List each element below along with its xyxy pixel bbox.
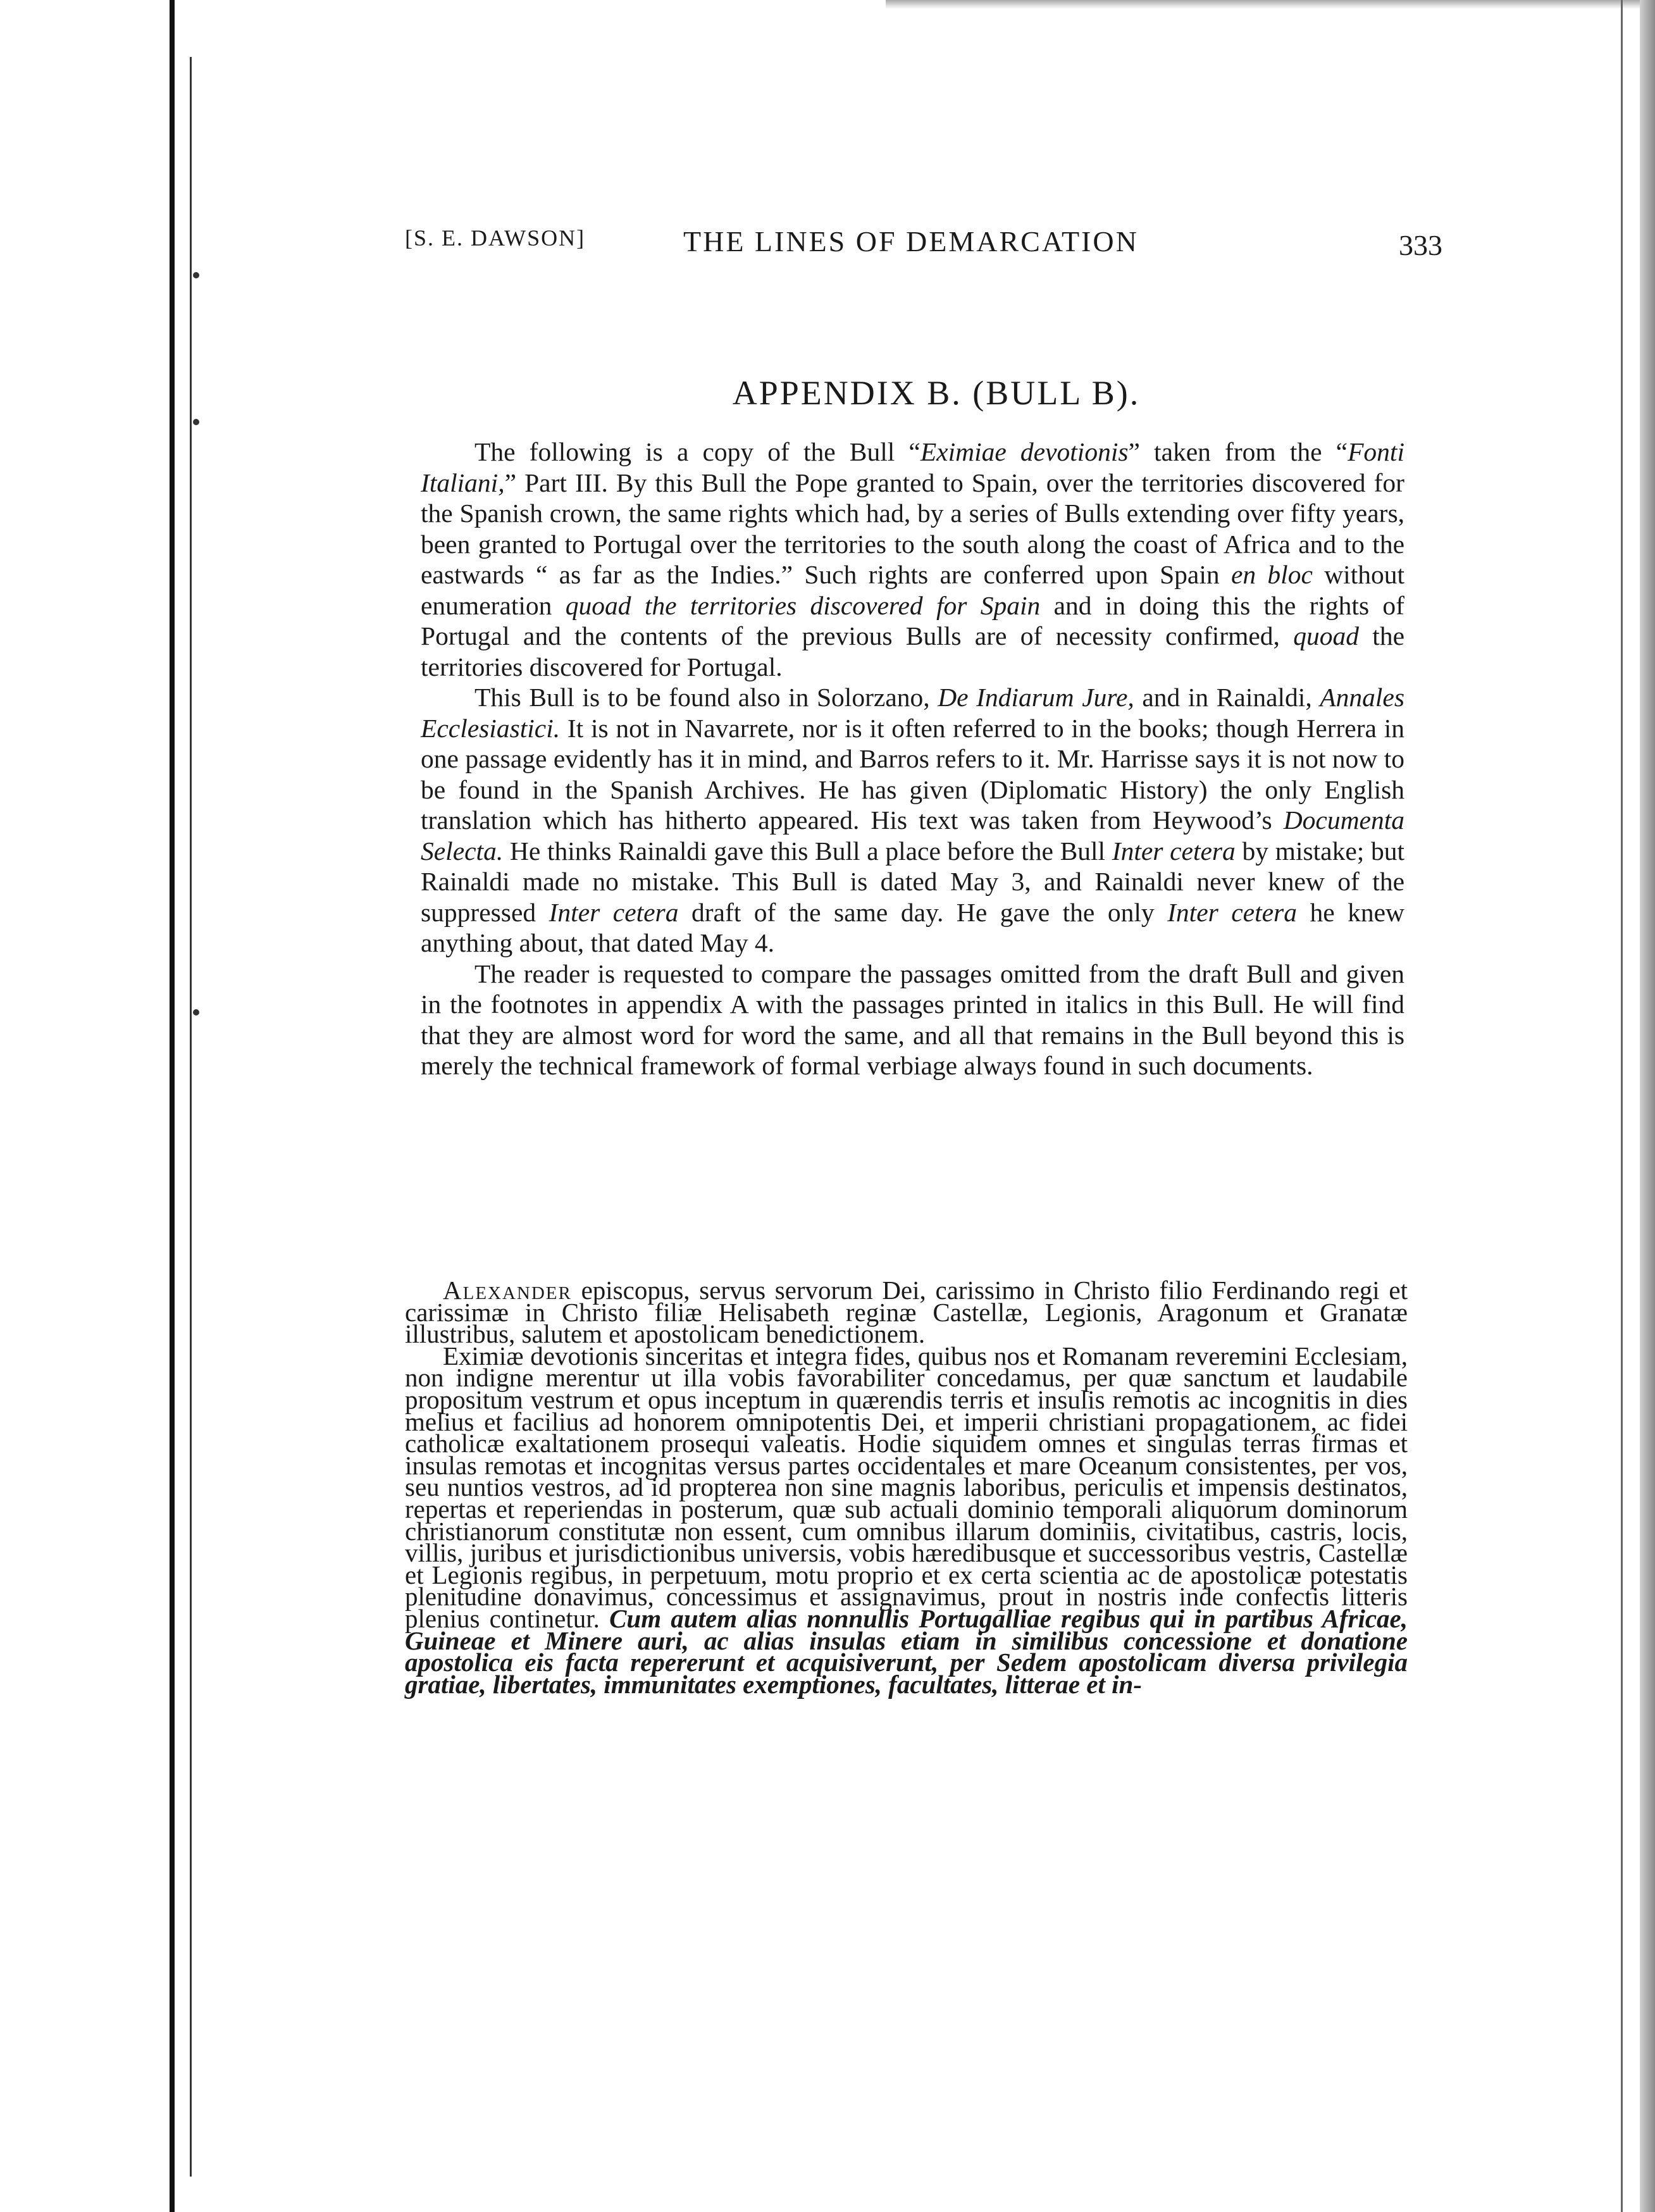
text-run: without enumeration — [421, 560, 1404, 620]
text-run: and in Rainaldi, — [1134, 683, 1320, 712]
italic-run: Eximiae devotionis — [920, 437, 1129, 466]
intro-paragraph-2 — [421, 682, 1404, 959]
bull-latin-text — [405, 1276, 1408, 1699]
italic-run: Documenta Selecta. — [421, 805, 1404, 866]
scan-top-edge — [886, 0, 1655, 9]
scan-right-edge-line — [1621, 0, 1623, 2212]
italic-run: Fonti Italiani, — [421, 437, 1404, 497]
scan-margin-line — [190, 57, 192, 2177]
italic-run: quoad — [1293, 621, 1359, 650]
text-run: It is not in Navarrete, nor is it often referred to in the books; though Herrera in one passage evidently has it in mind, and Barros refers to it. Mr. Harrisse says it is not now to be found in the Spanish Archives. He has given (Diplomatic History) the only English translation which has hitherto appeared. His text was taken from Heywood’s — [421, 713, 1404, 835]
running-head-author: [S. E. DAWSON] — [405, 225, 586, 251]
text-run: and in doing this the rights of Portugal and the contents of the previous Bulls are of necessity confirmed, — [421, 590, 1404, 650]
italic-run: en bloc — [1230, 560, 1313, 589]
italic-run: Inter cetera — [1112, 836, 1236, 866]
text-run: the territories discovered for Portugal. — [421, 621, 1404, 681]
intro-paragraph-1 — [421, 437, 1404, 682]
text-run: ” taken from the “ — [1128, 437, 1348, 466]
text-run: ” Part III. By this Bull the Pope granted to Spain, over the territories discovered for the Spanish crown, the same rights which had, by a series of Bulls extending over fifty years, been granted to Portugal over the territories to the south along the coast of Africa and to the eastwards “ as far as the Indies.” Such rights are conferred upon Spain — [421, 468, 1404, 589]
introduction-text — [421, 437, 1404, 1081]
italic-run: Inter cetera — [1167, 897, 1297, 927]
scan-binding-edge — [170, 0, 175, 2212]
italic-run: Inter cetera — [549, 897, 679, 927]
text-run: episcopus, servus servorum Dei, carissimo in Christo filio Ferdinando regi et carissimæ in Christo filiæ Helisabeth reginæ Castellæ, Legionis, Aragonum et Granatæ illustribus, salutem et apostolicam benedictionem. — [405, 1276, 1408, 1349]
text-run: The following is a copy of the Bull “ — [474, 437, 920, 466]
italic-run: Annales Ecclesiastici. — [421, 683, 1404, 743]
scan-speck — [193, 1009, 199, 1016]
text-run: by mistake; but Rainaldi made no mistake. This Bull is dated May 3, and Rainaldi never knew of the suppressed — [421, 836, 1404, 927]
scan-speck — [193, 419, 199, 425]
bull-salutation — [405, 1276, 1408, 1349]
running-head-title: THE LINES OF DEMARCATION — [683, 225, 1139, 258]
page-number: 333 — [1399, 229, 1442, 261]
italic-run: De Indiarum Jure, — [938, 683, 1134, 712]
text-run: he knew anything about, that dated May 4. — [421, 897, 1405, 957]
intro-paragraph-3: The reader is requested to compare the passages omitted from the draft Bull and given in the footnotes in appendix A with the passages printed in italics in this Bull. He will find that they are almost word for word the same, and all that remains in the Bull beyond this is merely the technical framework of formal verbiage always found in such documents. — [421, 959, 1404, 1080]
small-caps-run: Alexander — [443, 1276, 572, 1305]
text-run: Eximiæ devotionis sinceritas et integra fides, quibus nos et Romanam reveremini Ecclesiam, non indigne merentur ut illa vobis favorabiliter concedamus, per quæ sanctum et laudabile propositum vestrum et opus inceptum in quærendis terris et insulis remotis ac incognitis in dies melius et facilius ad honorem omnipotentis Dei, et imperii christiani propagationem, ac fidei catholicæ exaltationem prosequi valeatis. Hodie siquidem omnes et singulas terras firmas et insulas remotas et incognitas versus partes occidentales et mare Oceanum consistentes, per vos, seu nuntios vestros, ad id propterea non sine magnis laboribus, periculis et impensis destinatos, repertas et reperiendas in posterum, quæ sub actuali dominio temporali aliquorum dominorum christianorum constitutæ non essent, cum omnibus illarum dominiis, civitatibus, castris, locis, villis, juribus et jurisdictionibus universis, vobis hæredibusque et successoribus vestris, Castellæ et Legionis regibus, in perpetuum, motu proprio et ex certa scientia ac de apostolicæ potestatis plenitudine donavimus, concessimus et assignavimus, prout in nostris inde confectis litteris plenius continetur. — [405, 1341, 1408, 1633]
bull-body — [405, 1341, 1408, 1699]
text-run: This Bull is to be found also in Solorzano, — [474, 683, 938, 712]
italic-run: Cum autem alias nonnullis Portugalliae regibus qui in partibus Africae, Guineae et Minere auri, ac alias insulas etiam in similibus concessione et donatione apostolica eis facta repererunt et acquisiverunt, per Sedem apostolicam diversa privilegia gratiae, libertates, immunitates exemptiones, facultates, litterae et in- — [405, 1603, 1408, 1699]
text-run: draft of the same day. He gave the only — [678, 897, 1168, 927]
italic-run: quoad the territories discovered for Spain — [565, 590, 1041, 620]
appendix-title: APPENDIX B. (BULL B). — [732, 374, 1141, 412]
scan-right-edge — [1640, 0, 1655, 2212]
scan-speck — [193, 272, 199, 278]
running-head — [405, 225, 1442, 263]
text-run: He thinks Rainaldi gave this Bull a place before the Bull — [503, 836, 1112, 866]
